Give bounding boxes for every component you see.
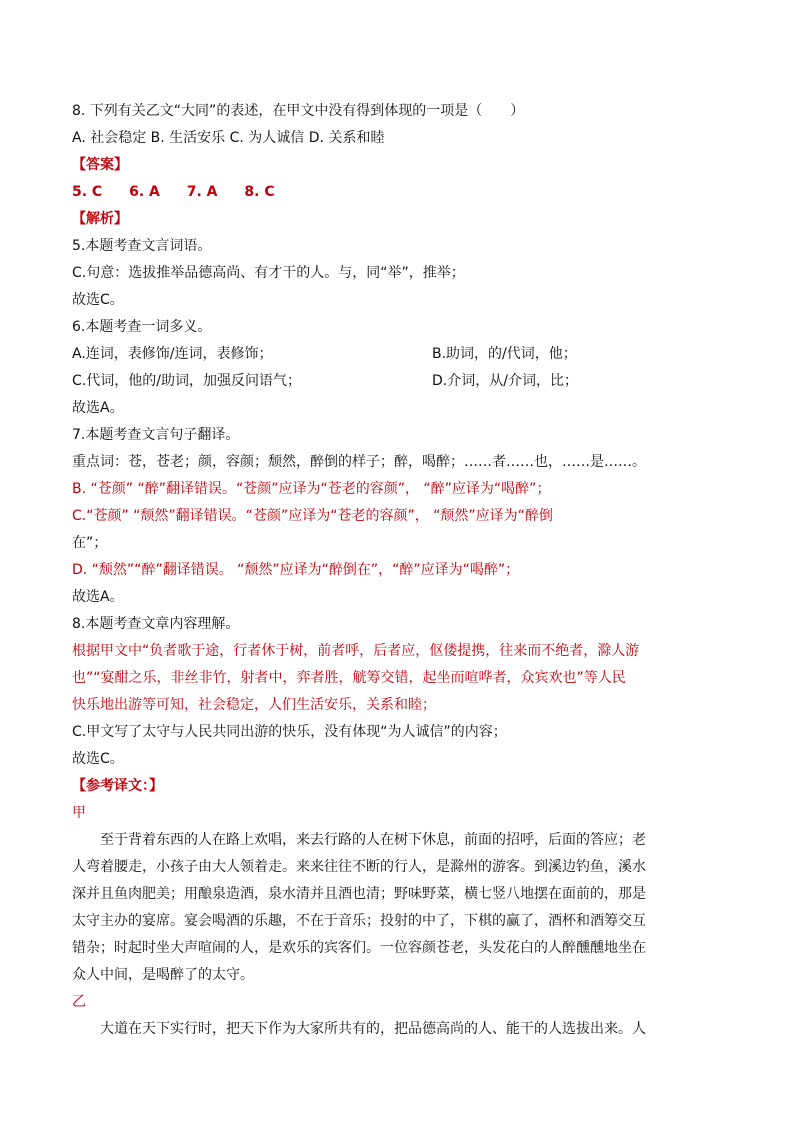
q8-paragraph-line: 也”“宴酣之乐，非丝非竹，射者中，弈者胜，觥筹交错，起坐而喧哗者，众宾欢也”等人民 (72, 670, 626, 686)
q6-title: 6.本题考查一词多义。 (72, 319, 212, 335)
q7-option-c: C.“苍颜” “颓然”翻译错误。“苍颜”应译为“苍老的容颜”， “颓然”应译为“醉倒 (72, 508, 553, 524)
q8-option-c: C.甲文写了太守与人民共同出游的快乐，没有体现“为人诚信”的内容； (72, 724, 507, 740)
answer-header: 【答案】 (72, 157, 128, 173)
q7-option-b: B. “苍颜” “醉”翻译错误。“苍颜”应译为“苍老的容颜”， “醉”应译为“喝醉”； (72, 481, 551, 497)
q7-conclusion: 故选A。 (72, 589, 124, 605)
q5-option-c: C.句意：选拔推举品德高尚、有才干的人。与，同“举”，推举； (72, 265, 465, 281)
question-8-stem: 8. 下列有关乙文“大同”的表述，在甲文中没有得到体现的一项是（ ） (72, 103, 525, 119)
analysis-header: 【解析】 (72, 211, 128, 227)
question-8-options: A. 社会稳定 B. 生活安乐 C. 为人诚信 D. 关系和睦 (72, 130, 385, 146)
answer-item: 7. A (186, 184, 218, 200)
translation-yi-line: 大道在天下实行时，把天下作为大家所共有的，把品德高尚的人、能干的人选拔出来。人 (100, 1021, 646, 1037)
q7-title: 7.本题考查文言句子翻译。 (72, 427, 240, 443)
q7-option-d: D. “颓然”“醉”翻译错误。 “颓然”应译为“醉倒在”，“醉”应译为“喝醉”； (72, 562, 520, 578)
q8-conclusion: 故选C。 (72, 751, 124, 767)
translation-yi-label: 乙 (72, 994, 86, 1010)
q5-conclusion: 故选C。 (72, 292, 124, 308)
q6-option-a: A.连词，表修饰/连词，表修饰； (72, 346, 273, 362)
translation-jia-line: 深并且鱼肉肥美；用酿泉造酒，泉水清并且酒也清；野味野菜，横七竖八地摆在面前的，那是 (72, 886, 646, 902)
q6-option-c: C.代词，他的/助词，加强反问语气； (72, 373, 301, 389)
translation-jia-label: 甲 (72, 805, 86, 821)
answer-list (72, 182, 297, 202)
q7-option-c-cont: 在”； (72, 535, 108, 551)
q8-title: 8.本题考查文章内容理解。 (72, 616, 240, 632)
q6-conclusion: 故选A。 (72, 400, 124, 416)
q5-title: 5.本题考查文言词语。 (72, 238, 212, 254)
translation-jia-line: 众人中间，是喝醉了的太守。 (72, 967, 254, 983)
translation-jia-line: 太守主办的宴席。宴会喝酒的乐趣，不在于音乐；投射的中了，下棋的赢了，酒杯和酒筹交互 (72, 913, 646, 929)
answer-item: 6. A (129, 184, 160, 200)
q7-keywords: 重点词：苍，苍老；颜，容颜；颓然，醉倒的样子；醉，喝醉；……者……也，……是……。 (72, 454, 646, 470)
q8-paragraph-line: 快乐地出游等可知，社会稳定，人们生活安乐，关系和睦； (72, 697, 436, 713)
q6-option-b: B.助词，的/代词，他； (432, 346, 577, 362)
answer-item: 5. C (72, 184, 103, 200)
translation-jia-line: 人弯着腰走，小孩子由大人领着走。来来往往不断的行人，是滁州的游客。到溪边钓鱼，溪水 (72, 859, 646, 875)
q8-paragraph-line: 根据甲文中“负者歌于途，行者休于树，前者呼，后者应，伛偻提携，往来而不绝者，滁人游 (72, 643, 640, 659)
answer-item: 8. C (244, 184, 275, 200)
translation-header: 【参考译文：】 (72, 778, 163, 794)
q6-option-d: D.介词，从/介词，比； (432, 373, 578, 389)
translation-jia-line: 错杂；时起时坐大声喧闹的人，是欢乐的宾客们。一位容颜苍老，头发花白的人醉醺醺地坐在 (72, 940, 646, 956)
translation-jia-line: 至于背着东西的人在路上欢唱，来去行路的人在树下休息，前面的招呼，后面的答应；老 (100, 832, 646, 848)
